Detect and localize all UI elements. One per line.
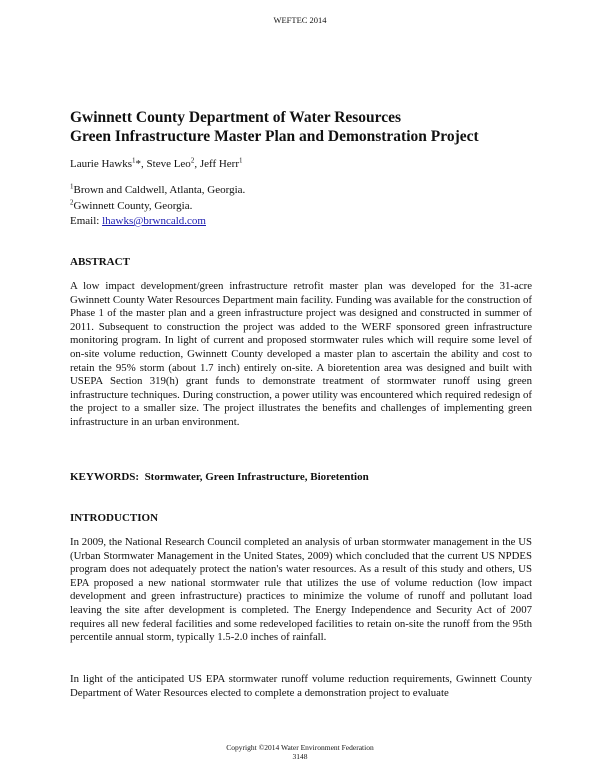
introduction-heading: INTRODUCTION <box>70 512 159 524</box>
page-number: 3148 <box>292 752 308 761</box>
keywords <box>70 471 369 483</box>
paper-title <box>70 108 540 146</box>
copyright-notice: Copyright ©2014 Water Environment Federation <box>226 743 374 752</box>
author-1-name: Laurie Hawks <box>70 158 133 170</box>
introduction-paragraph-2: In light of the anticipated US EPA stormwater runoff volume reduction requirements, Gwinnett County Department of Water Resources elected to complete a demonstration project to evaluate <box>70 673 532 699</box>
corresponding-mark: *, <box>135 158 147 170</box>
title-line-2: Green Infrastructure Master Plan and Demonstration Project <box>70 128 479 145</box>
running-head: WEFTEC 2014 <box>273 15 327 25</box>
abstract-heading: ABSTRACT <box>70 256 130 268</box>
keywords-label: KEYWORDS: <box>70 471 140 483</box>
author-separator: , <box>194 158 200 170</box>
keywords-text: Stormwater, Green Infrastructure, Bioretention <box>144 471 369 483</box>
affiliation-1: $^1$Brown and Caldwell, Atlanta, Georgia. <box>70 182 246 196</box>
author-list <box>70 158 243 170</box>
author-2-affil: 2 <box>190 156 195 165</box>
footer <box>0 743 600 761</box>
email-link[interactable]: lhawks@brwncald.com <box>102 215 206 227</box>
email-line <box>70 214 245 230</box>
title-line-1: Gwinnett County Department of Water Resources <box>70 109 402 126</box>
email-label: Email: <box>70 215 103 227</box>
author-3-name: Jeff Herr <box>199 158 240 170</box>
affiliation-2: $^2$Gwinnett County, Georgia. <box>70 197 193 212</box>
author-3-affil: 1 <box>239 156 243 165</box>
abstract-text: A low impact development/green infrastructure retrofit master plan was developed for the 31-acre Gwinnett County Water Resources Department main facility. Funding was available for the construction of Phase 1 of the master plan and a green infrastructure project was designed and constructed in summer of 2011. Subsequent to construction the project was added to the WERF sponsored green infrastructure monitoring program. In light of current and proposed stormwater rules which will require some level of on-site volume reduction, Gwinnett County developed a master plan to ascertain the ability and cost to retain the 95% storm (about 1.7 inch) entirely on-site. A bioretention area was designed and built with USEPA Section 319(h) grant funds to demonstrate treatment of stormwater runoff using green infrastructure techniques. During construction, a power utility was encountered which required redesign of the project to a smaller size. The project illustrates the benefits and challenges of implementing green infrastructure in an urban environment. <box>70 280 532 428</box>
author-2-name: Steve Leo <box>146 158 191 170</box>
introduction-paragraph-1: In 2009, the National Research Council completed an analysis of urban stormwater management in the US (Urban Stormwater Management in the United States, 2009) which concluded that the current US NPDES program does not adequately protect the nation's water resources. As a result of this study and others, US EPA proposed a new national stormwater rule that utilizes the use of volume reduction (low impact development and green infrastructure) practices to minimize the volume of runoff and pollutant load leaving the site after development is completed. The Energy Independence and Security Act of 2007 requires all new federal facilities and some redeveloped facilities to retain on-site the runoff from the 95th percentile annual storm, typically 1.5-2.0 inches of rainfall. <box>70 536 532 644</box>
author-1-affil: 1 <box>132 156 136 165</box>
affiliations <box>70 183 245 230</box>
